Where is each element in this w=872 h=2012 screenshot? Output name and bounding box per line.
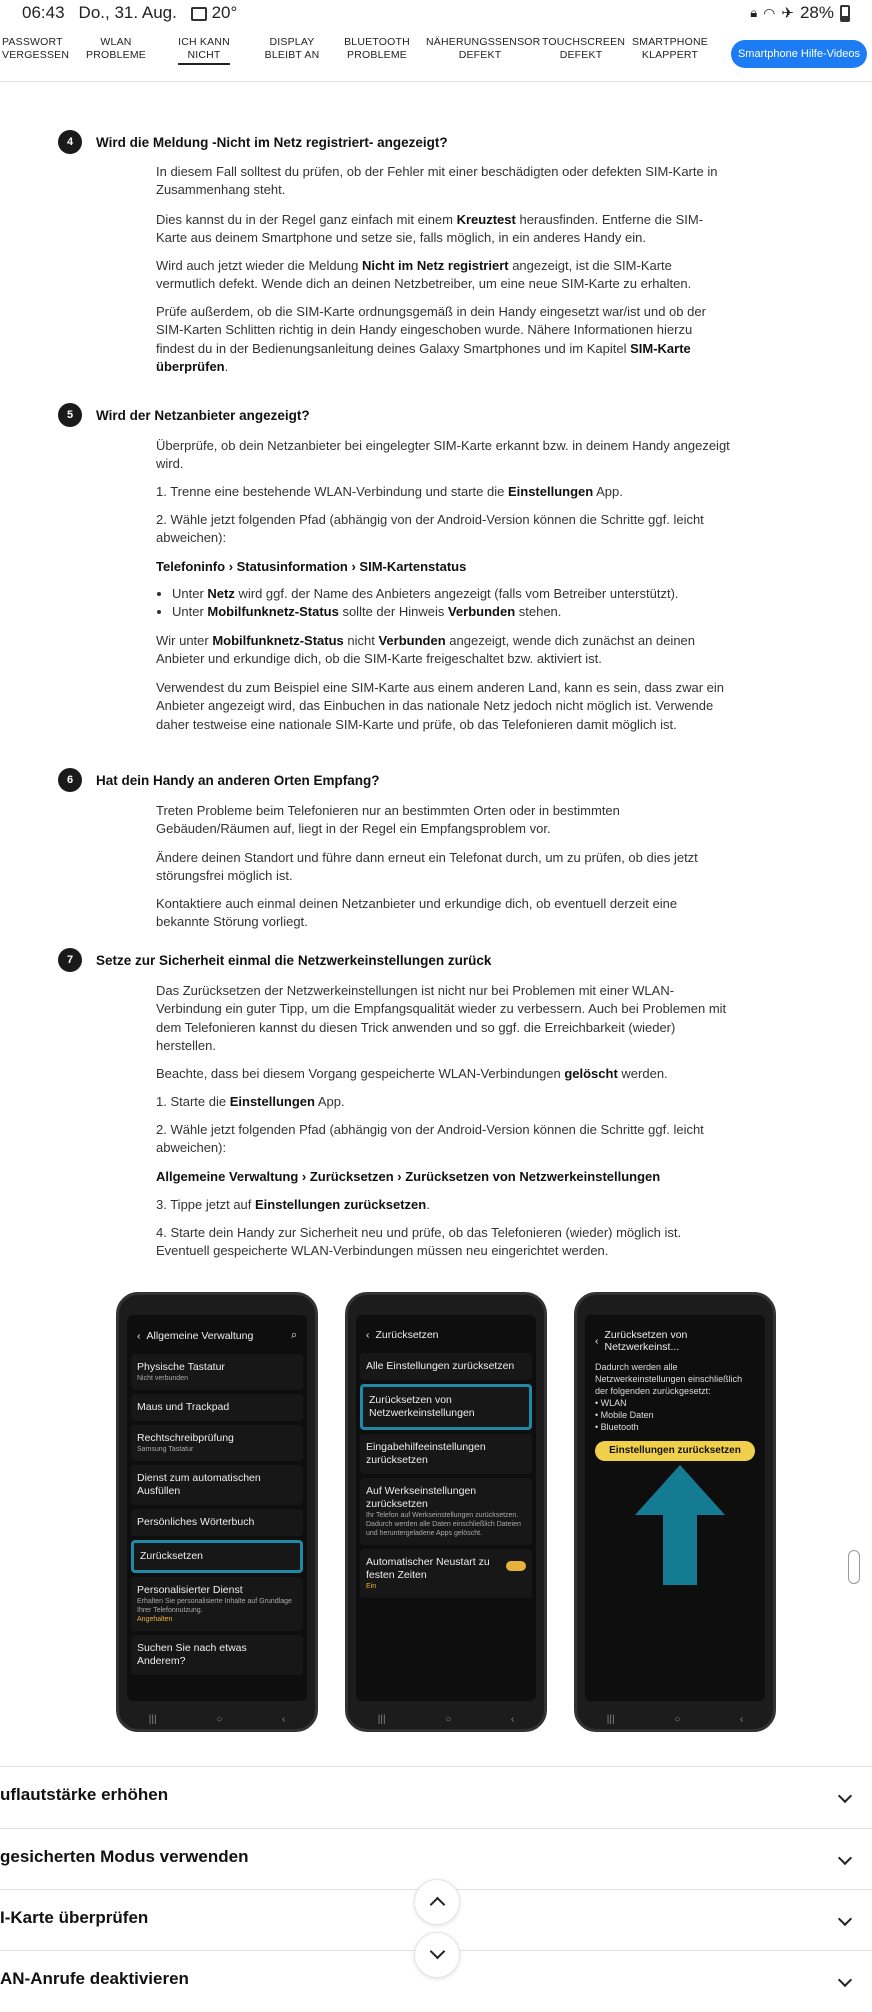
arrow-up-icon bbox=[635, 1465, 725, 1585]
scroll-handle[interactable] bbox=[848, 1550, 860, 1584]
tab-smartphone-klappert[interactable]: SMARTPHONE KLAPPERT bbox=[632, 36, 708, 61]
clock: 06:43 bbox=[22, 3, 65, 22]
phone-list-item: Automatischer Neustart zu festen Zeiten Ein bbox=[360, 1549, 532, 1598]
phone-header: ‹ Allgemeine Verwaltung ⌕ bbox=[137, 1329, 297, 1342]
airplane-icon: ✈ bbox=[781, 5, 794, 22]
step-7-text-6: 4. Starte dein Handy zur Sicherheit neu und prüfe, ob das Telefonieren (wieder) möglich ist. Eventuell gespeicherte WLAN-Verbindungen müssen neu eingerichtet werden. bbox=[156, 1225, 682, 1259]
step-7-text-5: 3. Tippe jetzt auf Einstellungen zurücksetzen. bbox=[156, 1197, 430, 1212]
gallery-icon bbox=[191, 7, 207, 21]
phone-list-item: Auf Werkseinstellungen zurücksetzen Ihr Telefon auf Werkseinstellungen zurücksetzen. Dadurch werden alle Daten einschließlich Dateien und heruntergeladene Apps gelöscht. bbox=[360, 1478, 532, 1545]
back-icon: ‹ bbox=[366, 1329, 370, 1341]
phone-list-item: Rechtschreibprüfung Samsung Tastatur bbox=[131, 1425, 303, 1461]
step-5-text-1: Überprüfe, ob dein Netzanbieter bei eingelegter SIM-Karte erkannt bzw. in deinem Handy angezeigt wird. bbox=[156, 438, 730, 472]
tab-ich-kann-nicht[interactable]: ICH KANN NICHT bbox=[178, 36, 230, 65]
lock-icon: 🔒︎ bbox=[750, 5, 758, 20]
step-5-path: Telefoninfo › Statusinformation › SIM-Kartenstatus bbox=[156, 559, 467, 574]
tab-passwort-vergessen[interactable]: PASSWORT VERGESSEN bbox=[2, 36, 70, 61]
tab-naeherungssensor-defekt[interactable]: NÄHERUNGSSENSOR DEFEKT bbox=[426, 36, 541, 61]
accordion-item[interactable]: I-Karte überprüfen bbox=[0, 1889, 872, 1951]
wifi-icon: ◠ bbox=[763, 4, 776, 21]
scroll-down-button[interactable] bbox=[414, 1932, 460, 1978]
phone-list-item-highlighted: Zurücksetzen bbox=[131, 1540, 303, 1573]
phone-navbar: ||| ○ ‹ bbox=[148, 1714, 286, 1725]
date: Do., 31. Aug. bbox=[78, 3, 177, 22]
step-number-5: 5 bbox=[58, 403, 82, 427]
step-4-text-1: In diesem Fall solltest du prüfen, ob der Fehler mit einer beschädigten oder defekten SIM-Karte in Zusammenhang steht. bbox=[156, 164, 718, 198]
step-4-text-3: Wird auch jetzt wieder die Meldung Nicht im Netz registriert angezeigt, ist die SIM-Karte vermutlich defekt. Wende dich an deinen Netzbetreiber, um eine neue SIM-Karte zu erhalten. bbox=[156, 258, 692, 292]
step-5-text-3: 2. Wähle jetzt folgenden Pfad (abhängig von der Android-Version können die Schritte ggf. leicht abweichen): bbox=[156, 512, 704, 546]
phone-description: Dadurch werden alle Netzwerkeinstellungen einschließlich der folgenden zurückgesetzt: • WLAN • Mobile Daten • Bluetooth bbox=[595, 1362, 743, 1432]
tab-bluetooth-probleme[interactable]: BLUETOOTH PROBLEME bbox=[344, 36, 410, 61]
accordion-item[interactable]: uflautstärke erhöhen bbox=[0, 1766, 872, 1828]
battery-percent: 28% bbox=[799, 3, 834, 22]
phone-list-item: Persönliches Wörterbuch bbox=[131, 1509, 303, 1536]
phone-list-item: Eingabehilfeeinstellungen zurücksetzen bbox=[360, 1434, 532, 1474]
phone-navbar: ||| ○ ‹ bbox=[606, 1714, 744, 1725]
list-item: • Unter Mobilfunknetz-Status sollte der Hinweis Verbunden stehen. bbox=[172, 603, 732, 621]
phone-screenshot-zuruecksetzen bbox=[345, 1292, 547, 1732]
step-6-text-2: Ändere deinen Standort und führe dann erneut ein Telefonat durch, um zu prüfen, ob dies jetzt störungsfrei möglich ist. bbox=[156, 850, 698, 884]
phone-list-item: Dienst zum automatischen Ausfüllen bbox=[131, 1465, 303, 1505]
reset-settings-button: Einstellungen zurücksetzen bbox=[595, 1441, 755, 1461]
chevron-down-icon bbox=[838, 1851, 852, 1865]
hilfe-videos-button[interactable]: Smartphone Hilfe-Videos bbox=[731, 40, 867, 68]
step-4-text-2: Dies kannst du in der Regel ganz einfach mit einem Kreuztest herausfinden. Entferne die SIM-Karte aus deinem Smartphone und setze sie, falls möglich, in ein anderes Handy ein. bbox=[156, 212, 704, 246]
search-icon: ⌕ bbox=[291, 1329, 297, 1341]
step-5-text-4: Wir unter Mobilfunknetz-Status nicht Verbunden angezeigt, wende dich zunächst an deinen Anbieter und erkundige dich, ob die SIM-Karte freigeschaltet bzw. aktiviert ist. bbox=[156, 633, 696, 667]
step-5-list bbox=[156, 585, 732, 622]
step-number-4: 4 bbox=[58, 130, 82, 154]
step-7-path: Allgemeine Verwaltung › Zurücksetzen › Zurücksetzen von Netzwerkeinstellungen bbox=[156, 1169, 661, 1184]
chevron-down-icon bbox=[838, 1789, 852, 1803]
step-7-text-4: 2. Wähle jetzt folgenden Pfad (abhängig von der Android-Version können die Schritte ggf. leicht abweichen): bbox=[156, 1122, 704, 1156]
back-icon: ‹ bbox=[137, 1329, 141, 1342]
phone-screenshot-allgemeine-verwaltung bbox=[116, 1292, 318, 1732]
status-bar bbox=[0, 0, 872, 28]
step-7-text-1: Das Zurücksetzen der Netzwerkeinstellungen ist nicht nur bei Problemen mit einer WLAN-Verbindung ein guter Tipp, um die Empfangsqualität wieder zu verbessern. Auch bei Problemen mit dem Telefonieren kannst du diesen Trick anwenden und so ggf. die Erreichbarkeit (wieder) herstellen. bbox=[156, 983, 727, 1054]
back-icon: ‹ bbox=[595, 1335, 599, 1347]
step-4-text-4: Prüfe außerdem, ob die SIM-Karte ordnungsgemäß in dein Handy eingesetzt war/ist und ob der SIM-Karten Schlitten richtig in dein Handy eingeschoben wurde. Nähere Informationen hierzu findest du in der Bedienungsanleitung deines Galaxy Smartphones und im Kapitel SIM-Karte überprüfen. bbox=[156, 304, 706, 375]
phone-screenshot-netzwerkeinstellungen bbox=[574, 1292, 776, 1732]
step-number-6: 6 bbox=[58, 768, 82, 792]
step-6-text-3: Kontaktiere auch einmal deinen Netzanbieter und erkundige dich, ob eventuell derzeit eine bekannte Störung vorliegt. bbox=[156, 896, 678, 930]
tab-touchscreen-defekt[interactable]: TOUCHSCREEN DEFEKT bbox=[542, 36, 626, 61]
list-item: • Unter Netz wird ggf. der Name des Anbieters angezeigt (falls vom Betreiber unterstützt). bbox=[172, 585, 732, 603]
phone-list-item: Suchen Sie nach etwas Anderem? bbox=[131, 1635, 303, 1675]
topic-nav bbox=[0, 30, 872, 82]
step-7-title: Setze zur Sicherheit einmal die Netzwerkeinstellungen zurück bbox=[96, 953, 492, 968]
tab-display-bleibt-an[interactable]: DISPLAY BLEIBT AN bbox=[264, 36, 320, 61]
phone-list-item: Personalisierter Dienst Erhalten Sie personalisierte Inhalte auf Grundlage Ihrer Telefonnutzung. Angehalten bbox=[131, 1577, 303, 1631]
step-7-text-3: 1. Starte die Einstellungen App. bbox=[156, 1094, 345, 1109]
step-7-text-2: Beachte, dass bei diesem Vorgang gespeicherte WLAN-Verbindungen gelöscht werden. bbox=[156, 1066, 668, 1081]
phone-navbar: ||| ○ ‹ bbox=[377, 1714, 515, 1725]
step-5-title: Wird der Netzanbieter angezeigt? bbox=[96, 408, 310, 423]
chevron-down-icon bbox=[838, 1912, 852, 1926]
weather: 20° bbox=[191, 3, 237, 23]
phone-list-item: Alle Einstellungen zurücksetzen bbox=[360, 1353, 532, 1380]
scroll-up-button[interactable] bbox=[414, 1879, 460, 1925]
battery-icon bbox=[840, 5, 850, 22]
phone-header: ‹ Zurücksetzen bbox=[366, 1329, 439, 1341]
step-4-title: Wird die Meldung -Nicht im Netz registriert- angezeigt? bbox=[96, 135, 448, 150]
phone-header: ‹ Zurücksetzen von Netzwerkeinst... bbox=[595, 1329, 688, 1353]
step-5-text-2: 1. Trenne eine bestehende WLAN-Verbindung und starte die Einstellungen App. bbox=[156, 484, 623, 499]
step-6-title: Hat dein Handy an anderen Orten Empfang? bbox=[96, 773, 380, 788]
accordion-item[interactable]: AN-Anrufe deaktivieren bbox=[0, 1950, 872, 2012]
step-5-text-5: Verwendest du zum Beispiel eine SIM-Karte aus einem anderen Land, kann es sein, dass zwar ein Anbieter angezeigt wird, das Einbuchen in das nationale Netz jedoch nicht möglich ist. Verwende daher testweise eine nationale SIM-Karte und prüfe, ob das Telefonieren damit möglich ist. bbox=[156, 680, 724, 732]
chevron-up-icon bbox=[430, 1897, 446, 1913]
step-6-text-1: Treten Probleme beim Telefonieren nur an bestimmten Orten oder in bestimmten Gebäuden/Räumen auf, liegt in der Regel ein Empfangsproblem vor. bbox=[156, 803, 620, 837]
accordion-item[interactable]: gesicherten Modus verwenden bbox=[0, 1828, 872, 1890]
chevron-down-icon bbox=[838, 1973, 852, 1987]
chevron-down-icon bbox=[430, 1944, 446, 1960]
phone-list-item-highlighted: Zurücksetzen von Netzwerkeinstellungen bbox=[360, 1384, 532, 1430]
phone-list-item: Physische Tastatur Nicht verbunden bbox=[131, 1354, 303, 1390]
step-number-7: 7 bbox=[58, 948, 82, 972]
phone-list-item: Maus und Trackpad bbox=[131, 1394, 303, 1421]
tab-wlan-probleme[interactable]: WLAN PROBLEME bbox=[86, 36, 146, 61]
toggle-icon bbox=[506, 1561, 526, 1571]
